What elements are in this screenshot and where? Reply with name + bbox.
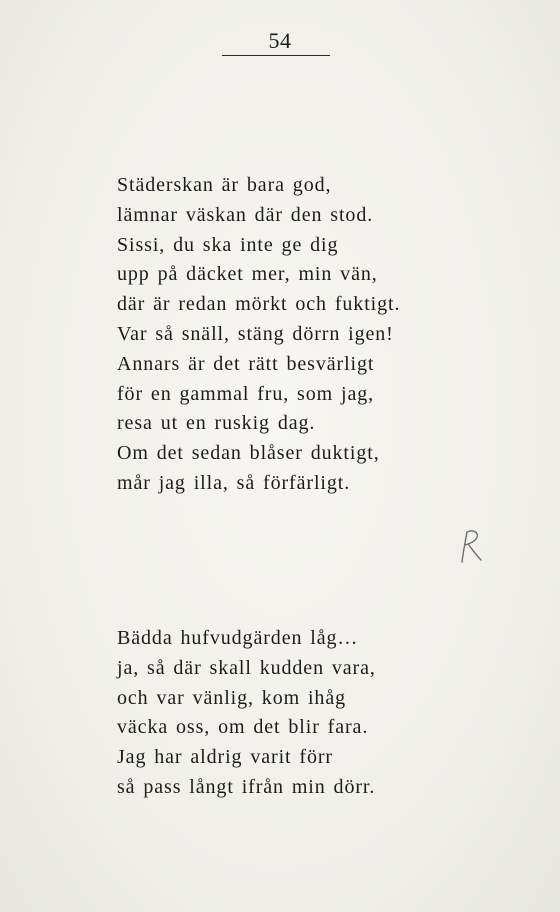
poem-line: resa ut en ruskig dag. — [117, 412, 316, 435]
poem-line: där är redan mörkt och fuktigt. — [117, 293, 401, 316]
poem-line: för en gammal fru, som jag, — [117, 382, 375, 405]
poem-line: väcka oss, om det blir fara. — [117, 716, 369, 739]
poem-line: Var så snäll, stäng dörrn igen! — [117, 322, 394, 345]
page-number: 54 — [268, 28, 292, 53]
poem-line: Bädda hufvudgärden låg… — [117, 627, 359, 649]
poem-line: Om det sedan blåser duktigt, — [117, 442, 380, 465]
poem-line: upp på däcket mer, min vän, — [117, 263, 378, 286]
poem-line: Sissi, du ska inte ge dig — [117, 233, 339, 256]
poem-line: lämnar väskan där den stod. — [117, 203, 374, 226]
poem-line: Städerskan är bara god, — [117, 174, 332, 196]
poem-line: och var vänlig, kom ihåg — [117, 686, 346, 709]
poem-line: ja, så där skall kudden vara, — [117, 656, 376, 679]
handwritten-r-mark — [452, 526, 486, 570]
poem-line: så pass långt ifrån min dörr. — [117, 775, 376, 798]
handwritten-r-mark-icon — [452, 526, 486, 566]
poem-line: Jag har aldrig varit förr — [117, 746, 333, 769]
stanza-1 — [117, 171, 457, 499]
poem-line: Annars är det rätt besvärligt — [117, 352, 375, 375]
stanza-2 — [117, 624, 457, 803]
page-number-rule — [222, 55, 330, 56]
poem-line: mår jag illa, så förfärligt. — [117, 471, 351, 494]
